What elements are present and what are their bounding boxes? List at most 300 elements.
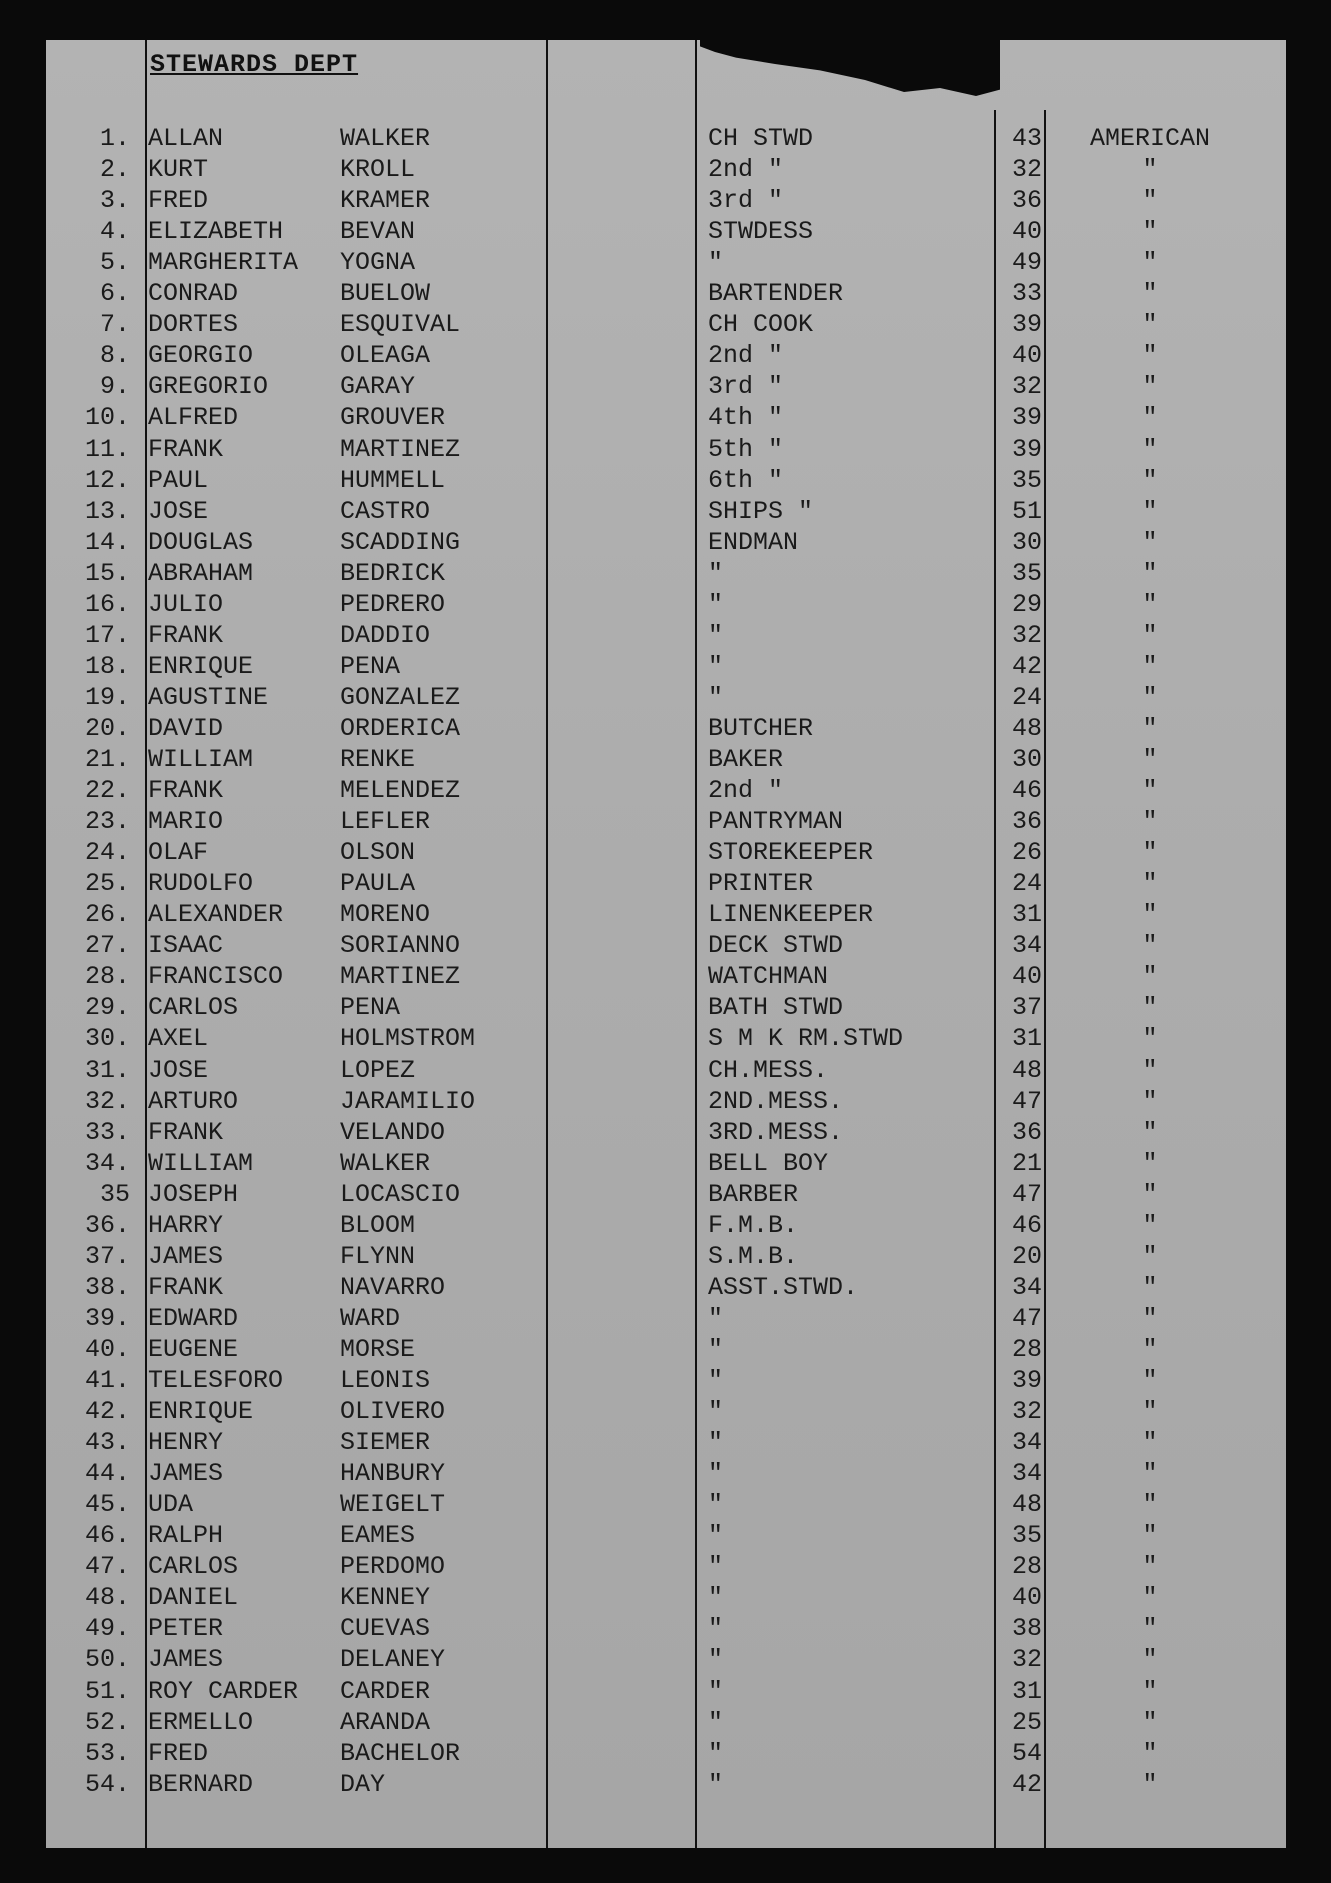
cell-num: 48. xyxy=(84,1583,130,1613)
cell-first: WILLIAM xyxy=(148,1148,254,1178)
cell-nat: " xyxy=(1142,1086,1158,1116)
cell-num: 5. xyxy=(99,248,130,278)
cell-age: 28 xyxy=(1011,1552,1042,1582)
crew-row xyxy=(0,993,1331,1023)
cell-num: 22. xyxy=(84,776,130,806)
cell-rating: " xyxy=(708,1334,724,1364)
cell-first: JAMES xyxy=(148,1241,224,1271)
cell-age: 40 xyxy=(1011,217,1042,247)
cell-nat: " xyxy=(1142,341,1158,371)
cell-last: MARTINEZ xyxy=(340,962,461,992)
cell-num: 28. xyxy=(84,962,130,992)
cell-last: KRAMER xyxy=(340,186,431,216)
cell-rating: " xyxy=(708,1303,724,1333)
cell-rating: " xyxy=(708,651,724,681)
cell-num: 10. xyxy=(84,403,130,433)
cell-age: 48 xyxy=(1011,1055,1042,1085)
crew-row xyxy=(0,1739,1331,1769)
cell-nat: " xyxy=(1142,186,1158,216)
cell-age: 21 xyxy=(1011,1148,1042,1178)
cell-age: 34 xyxy=(1011,1272,1042,1302)
cell-rating: 4th " xyxy=(708,403,784,433)
cell-nat: " xyxy=(1142,776,1158,806)
crew-row xyxy=(0,1024,1331,1054)
cell-last: PENA xyxy=(340,993,401,1023)
cell-age: 34 xyxy=(1011,1428,1042,1458)
cell-num: 50. xyxy=(84,1645,130,1675)
cell-first: PETER xyxy=(148,1614,224,1644)
cell-num: 47. xyxy=(84,1552,130,1582)
crew-row xyxy=(0,310,1331,340)
cell-num: 49. xyxy=(84,1614,130,1644)
cell-nat: " xyxy=(1142,682,1158,712)
cell-last: DELANEY xyxy=(340,1645,446,1675)
cell-rating: STOREKEEPER xyxy=(708,838,874,868)
cell-first: DAVID xyxy=(148,713,224,743)
crew-row xyxy=(0,124,1331,154)
cell-age: 36 xyxy=(1011,186,1042,216)
crew-row xyxy=(0,435,1331,465)
cell-rating: 3RD.MESS. xyxy=(708,1117,844,1147)
crew-row xyxy=(0,1149,1331,1179)
cell-first: MARIO xyxy=(148,807,224,837)
cell-age: 49 xyxy=(1011,248,1042,278)
cell-rating: " xyxy=(708,1521,724,1551)
cell-age: 24 xyxy=(1011,869,1042,899)
cell-first: FRANK xyxy=(148,1117,224,1147)
cell-num: 4. xyxy=(99,217,130,247)
cell-num: 12. xyxy=(84,465,130,495)
cell-nat: " xyxy=(1142,403,1158,433)
cell-last: HOLMSTROM xyxy=(340,1024,476,1054)
cell-nat: " xyxy=(1142,1769,1158,1799)
cell-first: BERNARD xyxy=(148,1769,254,1799)
crew-row xyxy=(0,1304,1331,1334)
cell-rating: S.M.B. xyxy=(708,1241,799,1271)
cell-nat: " xyxy=(1142,713,1158,743)
cell-num: 3. xyxy=(99,186,130,216)
cell-nat: " xyxy=(1142,496,1158,526)
cell-num: 54. xyxy=(84,1769,130,1799)
cell-num: 17. xyxy=(84,620,130,650)
cell-last: CASTRO xyxy=(340,496,431,526)
crew-row xyxy=(0,279,1331,309)
cell-num: 41. xyxy=(84,1366,130,1395)
cell-rating: ASST.STWD. xyxy=(708,1272,859,1302)
cell-first: JULIO xyxy=(148,589,224,619)
cell-last: ORDERICA xyxy=(340,713,461,743)
crew-row xyxy=(0,1708,1331,1738)
cell-rating: " xyxy=(708,558,724,588)
cell-num: 14. xyxy=(84,527,130,557)
cell-num: 44. xyxy=(84,1459,130,1489)
crew-row xyxy=(0,1428,1331,1458)
cell-last: DAY xyxy=(340,1769,386,1799)
cell-first: JOSE xyxy=(148,1055,209,1085)
cell-age: 25 xyxy=(1011,1707,1042,1737)
cell-nat: " xyxy=(1142,1334,1158,1364)
cell-first: CONRAD xyxy=(148,279,239,309)
cell-rating: " xyxy=(708,682,724,712)
cell-num: 9. xyxy=(99,372,130,402)
cell-nat: " xyxy=(1142,1055,1158,1085)
crew-row xyxy=(0,186,1331,216)
cell-nat: " xyxy=(1142,558,1158,588)
crew-row xyxy=(0,466,1331,496)
cell-rating: 3rd " xyxy=(708,186,784,216)
crew-row xyxy=(0,1056,1331,1086)
cell-num: 38. xyxy=(84,1272,130,1302)
cell-num: 33. xyxy=(84,1117,130,1147)
cell-last: RENKE xyxy=(340,745,416,774)
cell-rating: " xyxy=(708,1583,724,1613)
cell-num: 11. xyxy=(84,434,130,464)
cell-rating: " xyxy=(708,1676,724,1706)
crew-row xyxy=(0,1242,1331,1272)
cell-last: GARAY xyxy=(340,372,416,402)
cell-nat: AMERICAN xyxy=(1089,124,1211,153)
cell-nat: " xyxy=(1142,807,1158,837)
crew-row xyxy=(0,621,1331,651)
cell-last: MORSE xyxy=(340,1334,416,1364)
cell-num: 31. xyxy=(84,1055,130,1085)
cell-num: 26. xyxy=(84,900,130,930)
cell-nat: " xyxy=(1142,651,1158,681)
cell-last: LOCASCIO xyxy=(340,1179,461,1209)
cell-last: WALKER xyxy=(340,124,431,153)
cell-rating: CH.MESS. xyxy=(708,1055,829,1085)
cell-last: VELANDO xyxy=(340,1117,446,1147)
cell-age: 33 xyxy=(1011,279,1042,309)
crew-row xyxy=(0,1583,1331,1613)
cell-first: FRED xyxy=(148,1738,209,1768)
crew-row xyxy=(0,403,1331,433)
crew-row xyxy=(0,1273,1331,1303)
cell-nat: " xyxy=(1142,931,1158,961)
cell-rating: 2nd " xyxy=(708,776,784,806)
cell-last: PEDRERO xyxy=(340,589,446,619)
cell-first: AGUSTINE xyxy=(148,682,269,712)
cell-last: OLIVERO xyxy=(340,1397,446,1427)
cell-last: CARDER xyxy=(340,1676,431,1706)
crew-row xyxy=(0,528,1331,558)
cell-age: 31 xyxy=(1011,1676,1042,1706)
cell-nat: " xyxy=(1142,1552,1158,1582)
cell-first: ISAAC xyxy=(148,931,224,961)
cell-rating: " xyxy=(708,1397,724,1427)
cell-last: NAVARRO xyxy=(340,1272,446,1302)
cell-first: JAMES xyxy=(148,1645,224,1675)
cell-first: DORTES xyxy=(148,310,239,340)
crew-row xyxy=(0,1552,1331,1582)
cell-first: JAMES xyxy=(148,1459,224,1489)
cell-rating: F.M.B. xyxy=(708,1210,799,1240)
cell-age: 42 xyxy=(1011,1769,1042,1799)
cell-last: BACHELOR xyxy=(340,1738,461,1768)
cell-num: 29. xyxy=(84,993,130,1023)
cell-nat: " xyxy=(1142,465,1158,495)
cell-nat: " xyxy=(1142,962,1158,992)
cell-age: 39 xyxy=(1011,403,1042,433)
department-heading: STEWARDS DEPT xyxy=(150,50,359,79)
cell-age: 43 xyxy=(1011,124,1042,153)
cell-num: 15. xyxy=(84,558,130,588)
crew-row xyxy=(0,962,1331,992)
cell-first: EUGENE xyxy=(148,1334,239,1364)
crew-row xyxy=(0,1677,1331,1707)
cell-first: TELESFORO xyxy=(148,1366,284,1395)
cell-rating: STWDESS xyxy=(708,217,814,247)
cell-num: 52. xyxy=(84,1707,130,1737)
cell-rating: " xyxy=(708,1645,724,1675)
cell-num: 13. xyxy=(84,496,130,526)
crew-row xyxy=(0,652,1331,682)
cell-age: 36 xyxy=(1011,1117,1042,1147)
cell-last: HANBURY xyxy=(340,1459,446,1489)
cell-rating: PANTRYMAN xyxy=(708,807,844,837)
cell-last: BUELOW xyxy=(340,279,431,309)
cell-age: 20 xyxy=(1011,1241,1042,1271)
cell-first: HARRY xyxy=(148,1210,224,1240)
cell-first: GEORGIO xyxy=(148,341,254,371)
cell-nat: " xyxy=(1142,1459,1158,1489)
cell-nat: " xyxy=(1142,310,1158,340)
cell-rating: BUTCHER xyxy=(708,713,814,743)
cell-first: ALFRED xyxy=(148,403,239,433)
cell-first: ALEXANDER xyxy=(148,900,284,930)
cell-nat: " xyxy=(1142,279,1158,309)
cell-rating: DECK STWD xyxy=(708,931,844,961)
cell-first: FRANK xyxy=(148,434,224,464)
cell-first: ELIZABETH xyxy=(148,217,284,247)
cell-age: 42 xyxy=(1011,651,1042,681)
cell-last: PAULA xyxy=(340,869,416,899)
cell-num: 1. xyxy=(99,124,130,153)
cell-first: JOSE xyxy=(148,496,209,526)
cell-last: BEDRICK xyxy=(340,558,446,588)
cell-rating: PRINTER xyxy=(708,869,814,899)
crew-row xyxy=(0,931,1331,961)
crew-row xyxy=(0,1366,1331,1396)
cell-last: ESQUIVAL xyxy=(340,310,461,340)
cell-last: KROLL xyxy=(340,155,416,185)
cell-nat: " xyxy=(1142,1676,1158,1706)
cell-last: EAMES xyxy=(340,1521,416,1551)
cell-last: LEFLER xyxy=(340,807,431,837)
cell-last: WEIGELT xyxy=(340,1490,446,1520)
cell-age: 39 xyxy=(1011,1366,1042,1395)
cell-last: SCADDING xyxy=(340,527,461,557)
crew-row xyxy=(0,714,1331,744)
cell-first: PAUL xyxy=(148,465,209,495)
cell-rating: " xyxy=(708,1366,724,1395)
cell-rating: LINENKEEPER xyxy=(708,900,874,930)
cell-age: 32 xyxy=(1011,620,1042,650)
cell-first: HENRY xyxy=(148,1428,224,1458)
cell-nat: " xyxy=(1142,1707,1158,1737)
cell-num: 23. xyxy=(84,807,130,837)
crew-row xyxy=(0,248,1331,278)
cell-nat: " xyxy=(1142,993,1158,1023)
cell-nat: " xyxy=(1142,1366,1158,1395)
cell-age: 38 xyxy=(1011,1614,1042,1644)
cell-rating: BELL BOY xyxy=(708,1148,829,1178)
cell-nat: " xyxy=(1142,1614,1158,1644)
cell-nat: " xyxy=(1142,372,1158,402)
crew-row xyxy=(0,838,1331,868)
cell-age: 30 xyxy=(1011,745,1042,774)
cell-num: 2. xyxy=(99,155,130,185)
cell-rating: 5th " xyxy=(708,434,784,464)
cell-nat: " xyxy=(1142,1583,1158,1613)
cell-rating: " xyxy=(708,1769,724,1799)
cell-first: ABRAHAM xyxy=(148,558,254,588)
cell-num: 53. xyxy=(84,1738,130,1768)
cell-rating: BARTENDER xyxy=(708,279,844,309)
crew-row xyxy=(0,1180,1331,1210)
cell-num: 8. xyxy=(99,341,130,371)
cell-num: 51. xyxy=(84,1676,130,1706)
cell-age: 46 xyxy=(1011,1210,1042,1240)
cell-last: MELENDEZ xyxy=(340,776,461,806)
cell-nat: " xyxy=(1142,1210,1158,1240)
cell-num: 20. xyxy=(84,713,130,743)
cell-age: 28 xyxy=(1011,1334,1042,1364)
cell-rating: " xyxy=(708,1614,724,1644)
cell-nat: " xyxy=(1142,1272,1158,1302)
cell-rating: CH STWD xyxy=(708,124,814,153)
cell-last: BEVAN xyxy=(340,217,416,247)
crew-row xyxy=(0,590,1331,620)
cell-last: WARD xyxy=(340,1303,401,1333)
cell-rating: 3rd " xyxy=(708,372,784,402)
crew-row xyxy=(0,155,1331,185)
cell-rating: " xyxy=(708,1490,724,1520)
cell-age: 48 xyxy=(1011,713,1042,743)
cell-nat: " xyxy=(1142,1490,1158,1520)
cell-first: ENRIQUE xyxy=(148,651,254,681)
cell-first: KURT xyxy=(148,155,209,185)
cell-rating: " xyxy=(708,1707,724,1737)
crew-row xyxy=(0,559,1331,589)
crew-row xyxy=(0,497,1331,527)
cell-last: DADDIO xyxy=(340,620,431,650)
cell-age: 40 xyxy=(1011,962,1042,992)
cell-num: 6. xyxy=(99,279,130,309)
cell-rating: SHIPS " xyxy=(708,496,814,526)
cell-age: 30 xyxy=(1011,527,1042,557)
cell-last: WALKER xyxy=(340,1148,431,1178)
cell-age: 31 xyxy=(1011,900,1042,930)
crew-row xyxy=(0,1459,1331,1489)
cell-first: FRANK xyxy=(148,776,224,806)
cell-first: UDA xyxy=(148,1490,194,1520)
cell-num: 34. xyxy=(84,1148,130,1178)
cell-first: OLAF xyxy=(148,838,209,868)
cell-rating: " xyxy=(708,1459,724,1489)
crew-row xyxy=(0,217,1331,247)
cell-age: 31 xyxy=(1011,1024,1042,1054)
cell-num: 30. xyxy=(84,1024,130,1054)
crew-row xyxy=(0,1397,1331,1427)
cell-rating: WATCHMAN xyxy=(708,962,829,992)
cell-nat: " xyxy=(1142,869,1158,899)
cell-nat: " xyxy=(1142,1645,1158,1675)
cell-nat: " xyxy=(1142,217,1158,247)
cell-age: 37 xyxy=(1011,993,1042,1023)
cell-nat: " xyxy=(1142,527,1158,557)
cell-nat: " xyxy=(1142,838,1158,868)
cell-num: 21. xyxy=(84,745,130,774)
cell-rating: ENDMAN xyxy=(708,527,799,557)
cell-rating: 6th " xyxy=(708,465,784,495)
crew-row xyxy=(0,341,1331,371)
crew-row xyxy=(0,1087,1331,1117)
cell-num: 46. xyxy=(84,1521,130,1551)
cell-nat: " xyxy=(1142,1303,1158,1333)
cell-rating: " xyxy=(708,1552,724,1582)
cell-first: ENRIQUE xyxy=(148,1397,254,1427)
cell-first: FRANK xyxy=(148,620,224,650)
cell-last: HUMMELL xyxy=(340,465,446,495)
cell-last: PERDOMO xyxy=(340,1552,446,1582)
cell-age: 34 xyxy=(1011,931,1042,961)
cell-last: OLEAGA xyxy=(340,341,431,371)
cell-age: 34 xyxy=(1011,1459,1042,1489)
cell-nat: " xyxy=(1142,1024,1158,1054)
cell-first: DOUGLAS xyxy=(148,527,254,557)
cell-nat: " xyxy=(1142,745,1158,774)
cell-age: 47 xyxy=(1011,1179,1042,1209)
cell-age: 29 xyxy=(1011,589,1042,619)
cell-rating: " xyxy=(708,589,724,619)
cell-age: 39 xyxy=(1011,434,1042,464)
crew-row xyxy=(0,1614,1331,1644)
cell-rating: BATH STWD xyxy=(708,993,844,1023)
cell-first: FRED xyxy=(148,186,209,216)
cell-num: 19. xyxy=(84,682,130,712)
cell-age: 54 xyxy=(1011,1738,1042,1768)
cell-last: MORENO xyxy=(340,900,431,930)
crew-row xyxy=(0,1770,1331,1800)
cell-nat: " xyxy=(1142,1241,1158,1271)
cell-age: 32 xyxy=(1011,372,1042,402)
cell-age: 24 xyxy=(1011,682,1042,712)
cell-last: LOPEZ xyxy=(340,1055,416,1085)
cell-age: 46 xyxy=(1011,776,1042,806)
cell-age: 35 xyxy=(1011,1521,1042,1551)
crew-row xyxy=(0,1335,1331,1365)
cell-nat: " xyxy=(1142,1117,1158,1147)
cell-first: DANIEL xyxy=(148,1583,239,1613)
cell-first: ARTURO xyxy=(148,1086,239,1116)
cell-num: 16. xyxy=(84,589,130,619)
cell-first: GREGORIO xyxy=(148,372,269,402)
cell-age: 32 xyxy=(1011,1397,1042,1427)
cell-rating: " xyxy=(708,1428,724,1458)
cell-nat: " xyxy=(1142,1179,1158,1209)
cell-num: 39. xyxy=(84,1303,130,1333)
cell-num: 43. xyxy=(84,1428,130,1458)
crew-row xyxy=(0,1490,1331,1520)
cell-age: 32 xyxy=(1011,155,1042,185)
cell-last: KENNEY xyxy=(340,1583,431,1613)
crew-row xyxy=(0,1521,1331,1551)
cell-num: 24. xyxy=(84,838,130,868)
cell-first: RALPH xyxy=(148,1521,224,1551)
cell-nat: " xyxy=(1142,155,1158,185)
cell-last: JARAMILIO xyxy=(340,1086,476,1116)
